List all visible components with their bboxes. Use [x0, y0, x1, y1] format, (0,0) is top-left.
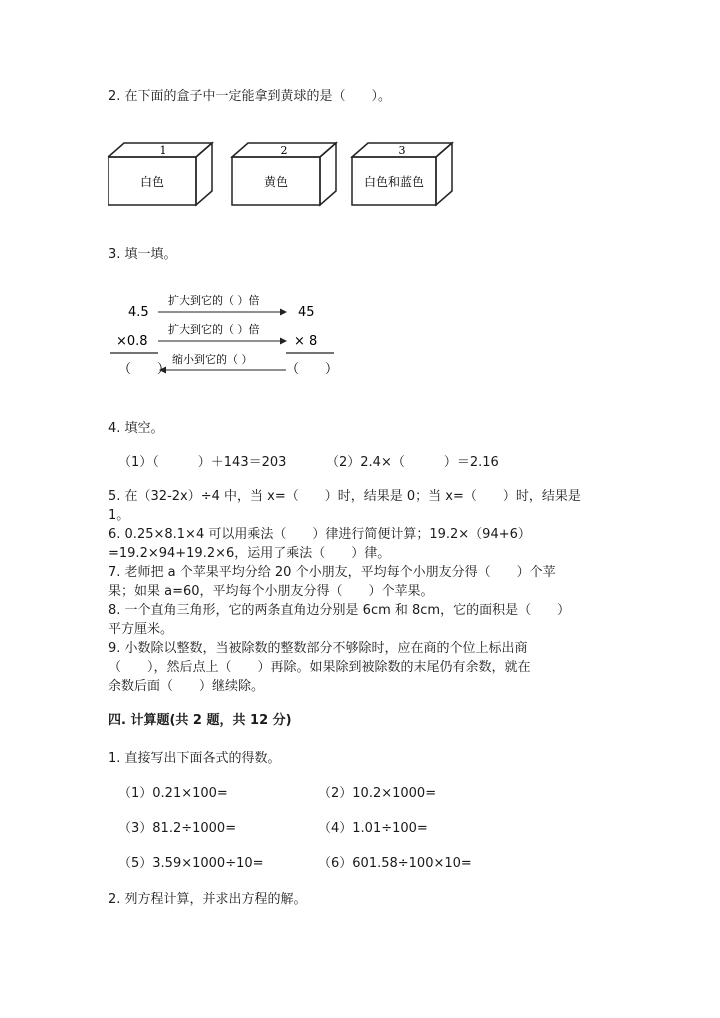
calc-item-4: （4）1.01÷100=	[318, 821, 428, 836]
q4-item-2: （2）2.4×（ ）＝2.16	[326, 455, 499, 470]
right-top-number: 45	[298, 305, 315, 320]
box-3-number: 3	[398, 144, 406, 157]
q4-item-1: （1）（ ）＋143＝203	[118, 455, 287, 470]
box-2-number: 2	[280, 144, 288, 157]
calc-item-1: （1）0.21×100=	[118, 786, 228, 801]
section-4-title: 四. 计算题(共 2 题，共 12 分)	[108, 713, 292, 728]
box-illustration	[108, 140, 468, 210]
arrow-1-label: 扩大到它的（ ）倍	[168, 294, 260, 307]
box-2	[232, 143, 336, 205]
q6-line-2: =19.2×94+19.2×6，运用了乘法（ ）律。	[108, 546, 391, 561]
q4-title: 4. 填空。	[108, 421, 164, 436]
q9-line-3: 余数后面（ ）继续除。	[108, 679, 265, 694]
q9-line-1: 9. 小数除以整数，当被除数的整数部分不够除时，应在商的个位上标出商	[108, 641, 528, 656]
box-3	[352, 143, 452, 205]
left-bottom-blank: （ ）	[118, 362, 171, 377]
calc-q1-title: 1. 直接写出下面各式的得数。	[108, 751, 281, 766]
q3-title: 3. 填一填。	[108, 247, 177, 262]
right-mid-multiplier: × 8	[294, 334, 318, 349]
q7-line-2: 果；如果 a=60，平均每个小朋友分得（ ）个苹果。	[108, 584, 434, 599]
calc-item-3: （3）81.2÷1000=	[118, 821, 237, 836]
fill-diagram	[108, 290, 348, 382]
q8-line-1: 8. 一个直角三角形，它的两条直角边分别是 6cm 和 8cm，它的面积是（ ）	[108, 603, 571, 618]
box-1	[108, 143, 212, 205]
box-2-label: 黄色	[263, 175, 289, 189]
arrow-2-label: 扩大到它的（ ）倍	[168, 323, 260, 336]
q5-line-1: 5. 在（32-2x）÷4 中，当 x=（ ）时，结果是 0；当 x=（ ）时，结果是	[108, 489, 581, 504]
calc-item-2: （2）10.2×1000=	[318, 786, 437, 801]
arrow-3-label: 缩小到它的（ ）	[172, 353, 253, 366]
box-1-number: 1	[159, 144, 167, 157]
calc-item-6: （6）601.58÷100×10=	[318, 856, 472, 871]
calc-q2-title: 2. 列方程计算，并求出方程的解。	[108, 892, 307, 907]
right-bottom-blank: （ ）	[286, 362, 339, 377]
q5-line-2: 1。	[108, 508, 130, 523]
q8-line-2: 平方厘米。	[108, 622, 174, 637]
calc-item-5: （5）3.59×1000÷10=	[118, 856, 264, 871]
q2-title: 2. 在下面的盒子中一定能拿到黄球的是（ ）。	[108, 89, 392, 104]
box-1-label: 白色	[139, 175, 165, 189]
left-mid-multiplier: ×0.8	[116, 334, 148, 349]
left-top-number: 4.5	[128, 305, 149, 320]
box-3-label: 白色和蓝色	[363, 175, 425, 189]
q6-line-1: 6. 0.25×8.1×4 可以用乘法（ ）律进行简便计算；19.2×（94+6）	[108, 527, 531, 542]
q7-line-1: 7. 老师把 a 个苹果平均分给 20 个小朋友，平均每个小朋友分得（ ）个苹	[108, 565, 556, 580]
q9-line-2: （ ），然后点上（ ）再除。如果除到被除数的末尾仍有余数，就在	[108, 660, 531, 675]
